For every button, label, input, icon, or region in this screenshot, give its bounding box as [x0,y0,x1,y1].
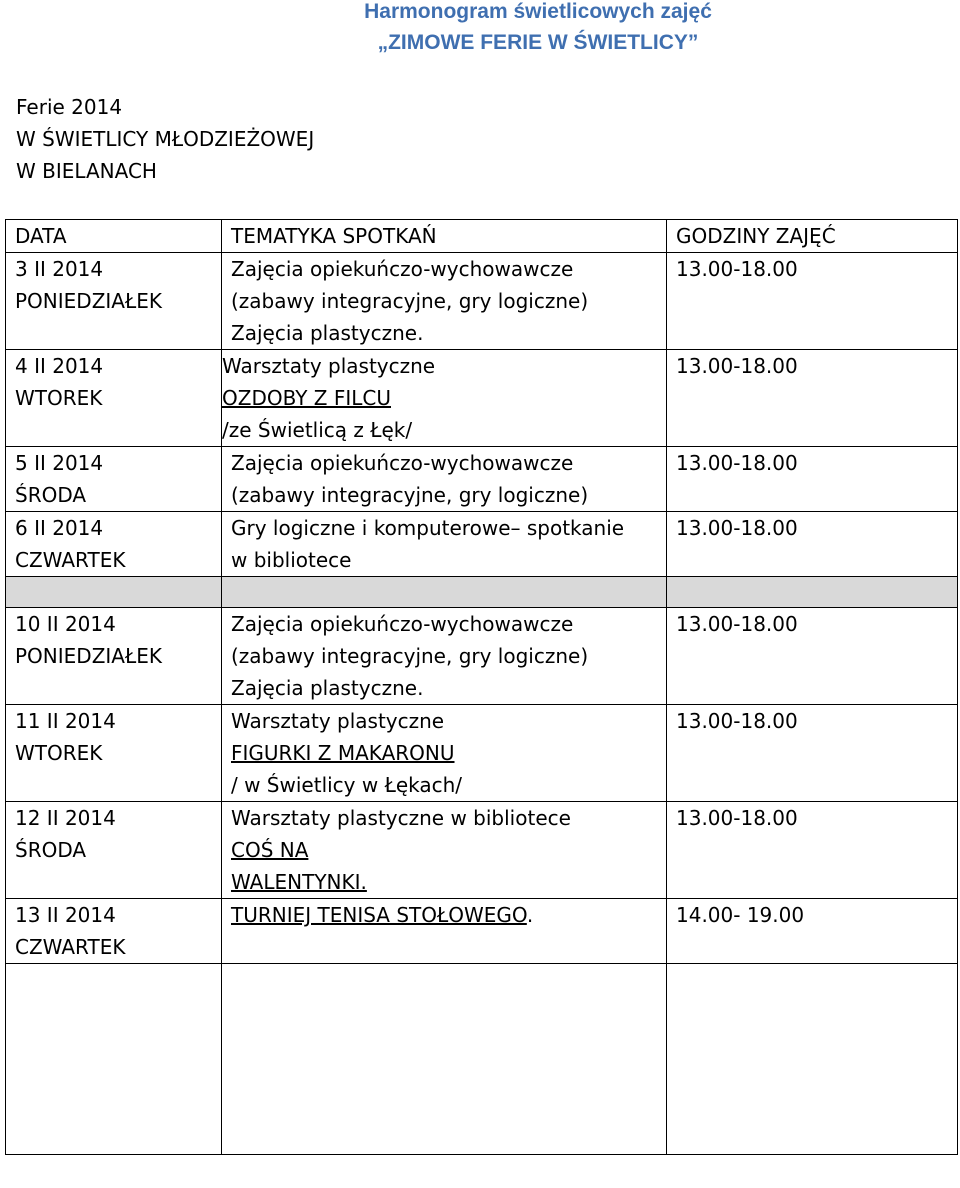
date-text: 13 II 2014 [15,903,116,927]
day-text: ŚRODA [15,838,87,862]
date-text: 6 II 2014 [15,516,104,540]
date-cell [6,447,222,512]
table-row [6,253,958,350]
topic-line: Zajęcia opiekuńczo-wychowawcze [231,451,574,475]
table-row [6,899,958,964]
date-cell [6,705,222,802]
date-text: 10 II 2014 [15,612,116,636]
table-row [6,350,958,447]
date-text: 3 II 2014 [15,257,104,281]
separator-cell [6,577,222,608]
topic-highlight: COŚ NA [231,838,309,862]
week-separator-row [6,577,958,608]
header-date: DATA [6,220,222,253]
table-row [6,512,958,577]
table-row [6,608,958,705]
topic-line: Zajęcia plastyczne. [231,676,424,700]
hours-cell: 13.00-18.00 [667,608,958,705]
hours-cell: 14.00- 19.00 [667,899,958,964]
topic-cell [222,447,667,512]
topic-highlight: TURNIEJ TENISA STOŁOWEGO [231,903,527,927]
topic-highlight: OZDOBY Z FILCU [222,386,391,410]
hours-cell: 13.00-18.00 [667,802,958,899]
topic-line: Zajęcia opiekuńczo-wychowawcze [231,612,574,636]
day-text: PONIEDZIAŁEK [15,644,162,668]
hours-cell: 13.00-18.00 [667,512,958,577]
empty-cell [6,964,222,1155]
topic-line: Zajęcia opiekuńczo-wychowawcze [231,257,574,281]
date-cell [6,899,222,964]
date-cell [6,802,222,899]
date-cell [6,608,222,705]
schedule-table [5,219,958,1155]
place-line-3: W BIELANACH [16,159,157,183]
table-row [6,705,958,802]
topic-line: Warsztaty plastyczne w bibliotece [231,806,571,830]
date-cell [6,350,222,447]
topic-line: (zabawy integracyjne, gry logiczne) [231,289,589,313]
hours-cell: 13.00-18.00 [667,350,958,447]
topic-cell [222,253,667,350]
topic-period: . [526,903,534,927]
date-text: 4 II 2014 [15,354,104,378]
separator-cell [222,577,667,608]
day-text: CZWARTEK [15,935,126,959]
header-topic: TEMATYKA SPOTKAŃ [222,220,667,253]
day-text: ŚRODA [15,483,87,507]
date-text: 12 II 2014 [15,806,116,830]
empty-cell [222,964,667,1155]
topic-line: Warsztaty plastyczne [222,354,436,378]
topic-line: / w Świetlicy w Łękach/ [231,773,463,797]
topic-cell [222,899,667,964]
date-text: 5 II 2014 [15,451,104,475]
place-line-1: Ferie 2014 [16,95,123,119]
topic-line: Gry logiczne i komputerowe– spotkanie [231,516,625,540]
day-text: CZWARTEK [15,548,126,572]
day-text: WTOREK [15,741,103,765]
topic-cell [222,608,667,705]
empty-cell [667,964,958,1155]
separator-cell [667,577,958,608]
date-cell [6,253,222,350]
day-text: WTOREK [15,386,103,410]
table-header-row [6,220,958,253]
topic-line: w bibliotece [231,548,352,572]
topic-line: (zabawy integracyjne, gry logiczne) [231,483,589,507]
header-hours: GODZINY ZAJĘĆ [667,220,958,253]
table-row [6,802,958,899]
schedule-subtitle: „ZIMOWE FERIE W ŚWIETLICY” [377,31,699,54]
topic-line: (zabawy integracyjne, gry logiczne) [231,644,589,668]
topic-highlight: WALENTYNKI. [231,870,367,894]
hours-cell: 13.00-18.00 [667,705,958,802]
topic-highlight: FIGURKI Z MAKARONU [231,741,455,765]
day-text: PONIEDZIAŁEK [15,289,162,313]
table-row [6,447,958,512]
topic-cell [222,512,667,577]
date-cell [6,512,222,577]
topic-line: Warsztaty plastyczne [231,709,445,733]
place-line-2: W ŚWIETLICY MŁODZIEŻOWEJ [16,127,315,151]
schedule-title: Harmonogram świetlicowych zajęć [364,0,712,23]
topic-line: /ze Świetlicą z Łęk/ [222,418,413,442]
empty-row [6,964,958,1155]
hours-cell: 13.00-18.00 [667,447,958,512]
topic-cell [222,802,667,899]
topic-line: Zajęcia plastyczne. [231,321,424,345]
topic-cell [222,350,667,447]
date-text: 11 II 2014 [15,709,116,733]
topic-cell [222,705,667,802]
hours-cell: 13.00-18.00 [667,253,958,350]
topic-line [231,899,666,931]
